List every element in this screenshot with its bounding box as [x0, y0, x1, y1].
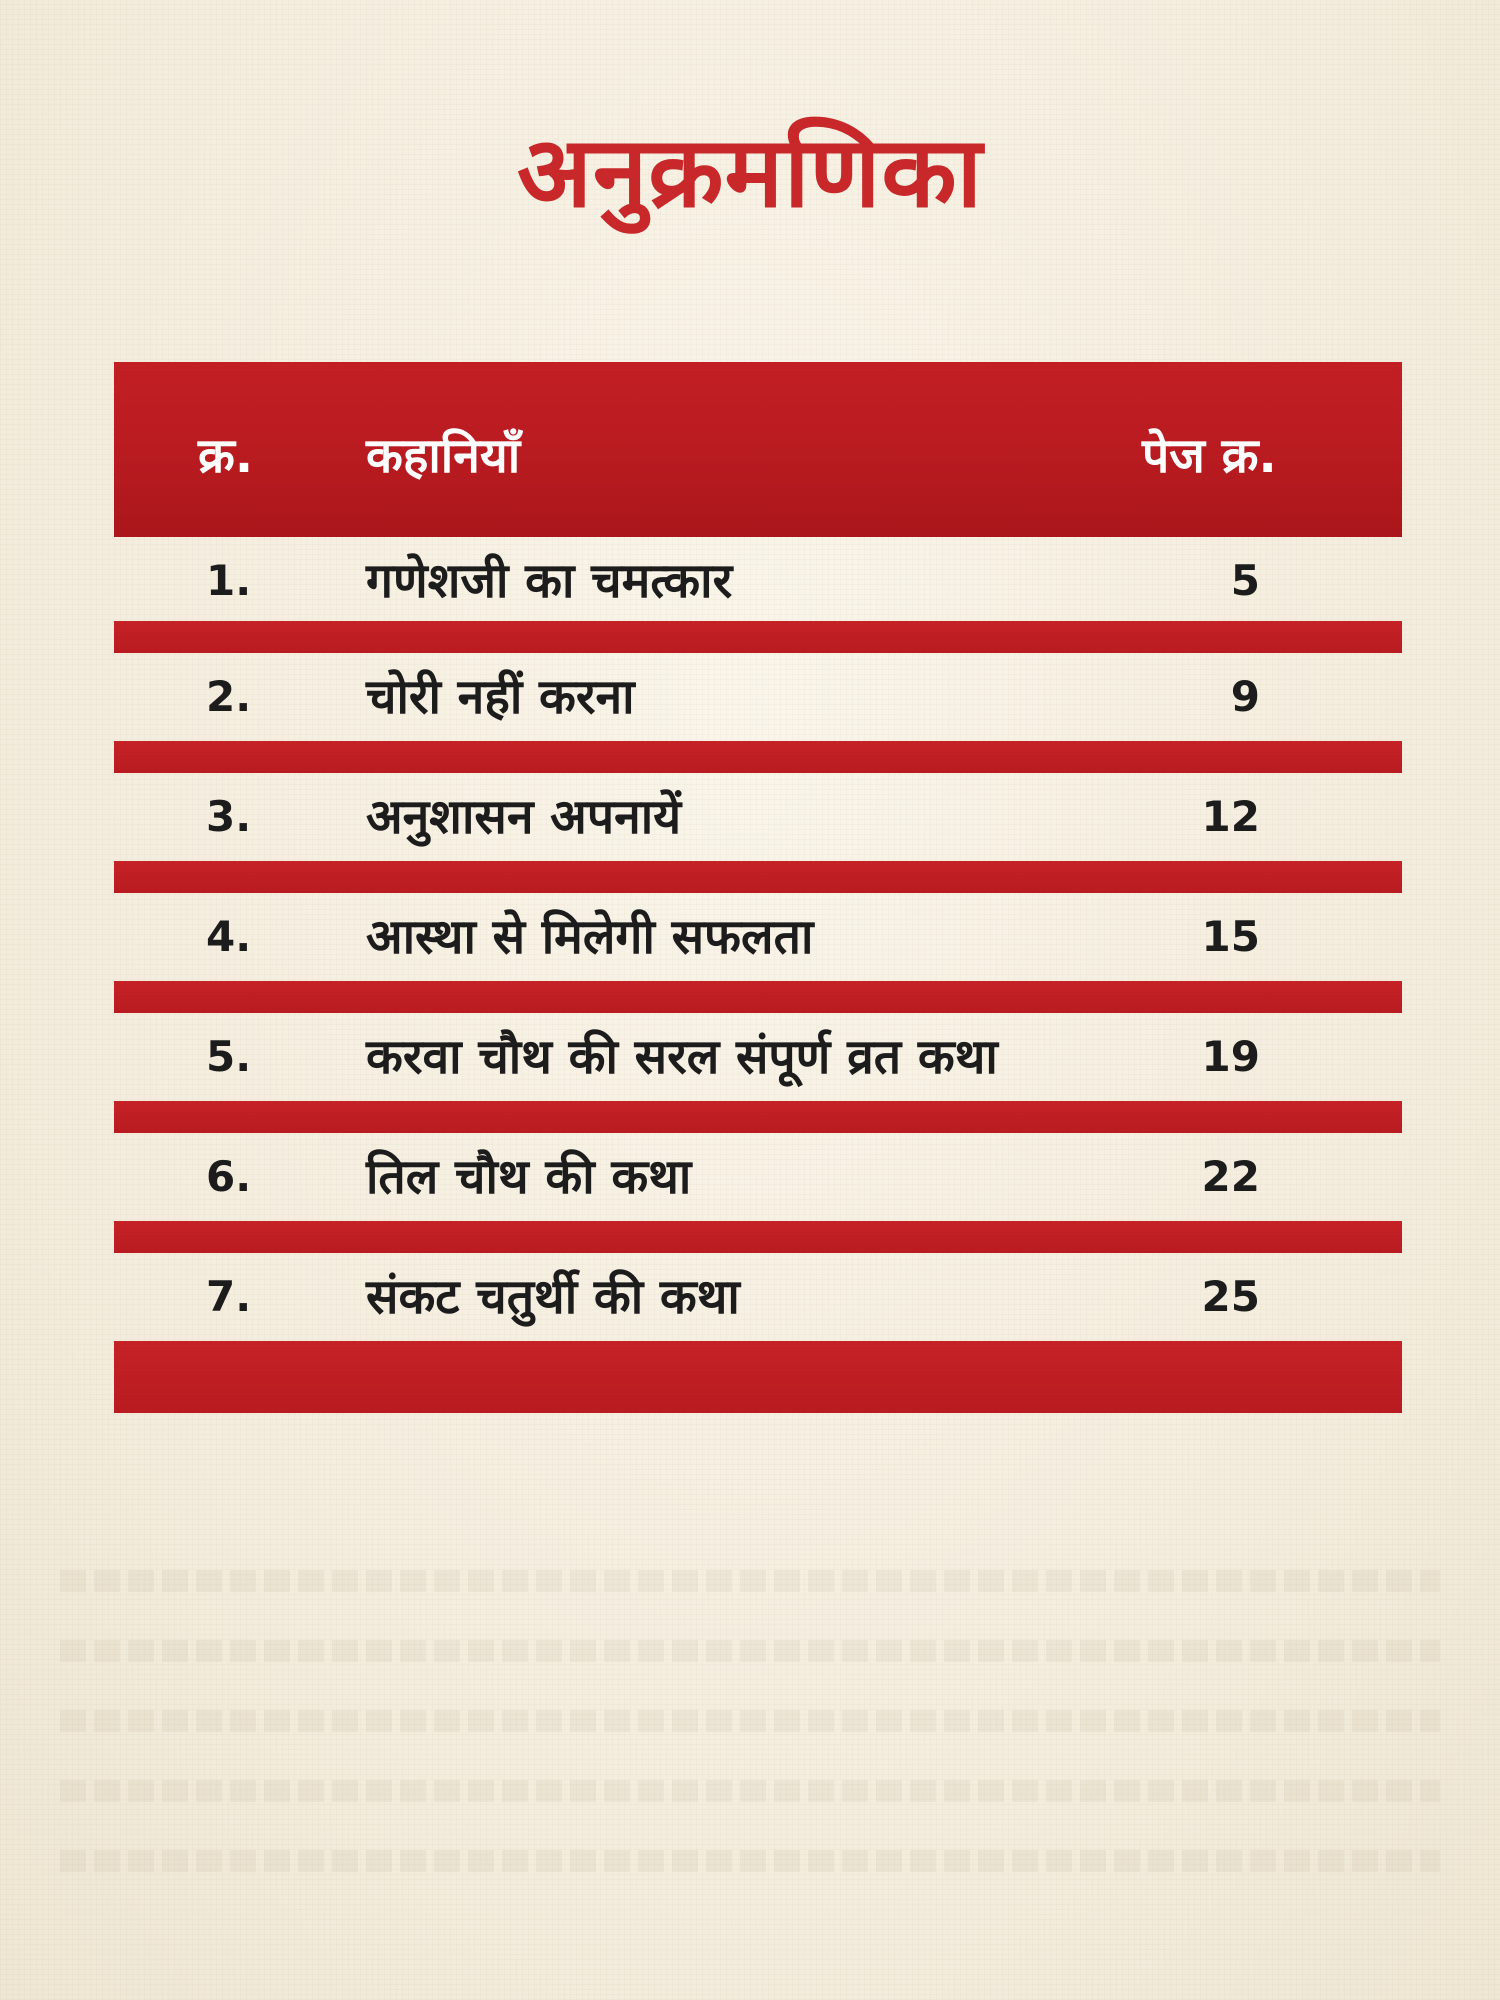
row-page: 19 — [1201, 1032, 1260, 1081]
header-page: पेज क्र. — [1142, 428, 1277, 484]
table-footer-band — [114, 1341, 1402, 1413]
row-title: तिल चौथ की कथा — [366, 1149, 692, 1205]
show-through-texture — [60, 1710, 1440, 1732]
table-row — [114, 893, 1402, 1013]
header-serial: क्र. — [198, 428, 254, 484]
row-page: 22 — [1201, 1152, 1260, 1201]
row-divider-band — [114, 1101, 1402, 1133]
table-row — [114, 1133, 1402, 1253]
row-serial: 2. — [206, 672, 252, 721]
row-title: चोरी नहीं करना — [366, 669, 635, 725]
row-serial: 7. — [206, 1272, 252, 1321]
row-title: आस्था से मिलेगी सफलता — [366, 909, 814, 965]
row-title: अनुशासन अपनायें — [366, 789, 682, 845]
row-page: 9 — [1230, 672, 1260, 721]
table-row — [114, 1013, 1402, 1133]
table-row — [114, 653, 1402, 773]
row-divider-band — [114, 741, 1402, 773]
row-divider-band — [114, 861, 1402, 893]
row-serial: 6. — [206, 1152, 252, 1201]
row-title: संकट चतुर्थी की कथा — [366, 1269, 740, 1325]
show-through-texture — [60, 1780, 1440, 1802]
row-page: 15 — [1201, 912, 1260, 961]
table-row — [114, 1253, 1402, 1373]
table-row — [114, 773, 1402, 893]
row-divider-band — [114, 981, 1402, 1013]
row-serial: 3. — [206, 792, 252, 841]
show-through-texture — [60, 1850, 1440, 1872]
row-serial: 1. — [206, 556, 252, 605]
header-story: कहानियाँ — [366, 428, 521, 484]
table-row — [114, 537, 1402, 653]
show-through-texture — [60, 1570, 1440, 1592]
row-page: 5 — [1230, 556, 1260, 605]
page-title: अनुक्रमणिका — [516, 116, 983, 230]
row-divider-band — [114, 1221, 1402, 1253]
row-serial: 5. — [206, 1032, 252, 1081]
row-title: गणेशजी का चमत्कार — [366, 553, 733, 609]
table-header — [114, 362, 1402, 537]
row-divider-band — [114, 621, 1402, 653]
show-through-texture — [60, 1640, 1440, 1662]
row-page: 12 — [1201, 792, 1260, 841]
row-serial: 4. — [206, 912, 252, 961]
contents-table — [114, 362, 1402, 1373]
row-page: 25 — [1201, 1272, 1260, 1321]
row-title: करवा चौथ की सरल संपूर्ण व्रत कथा — [366, 1029, 998, 1085]
